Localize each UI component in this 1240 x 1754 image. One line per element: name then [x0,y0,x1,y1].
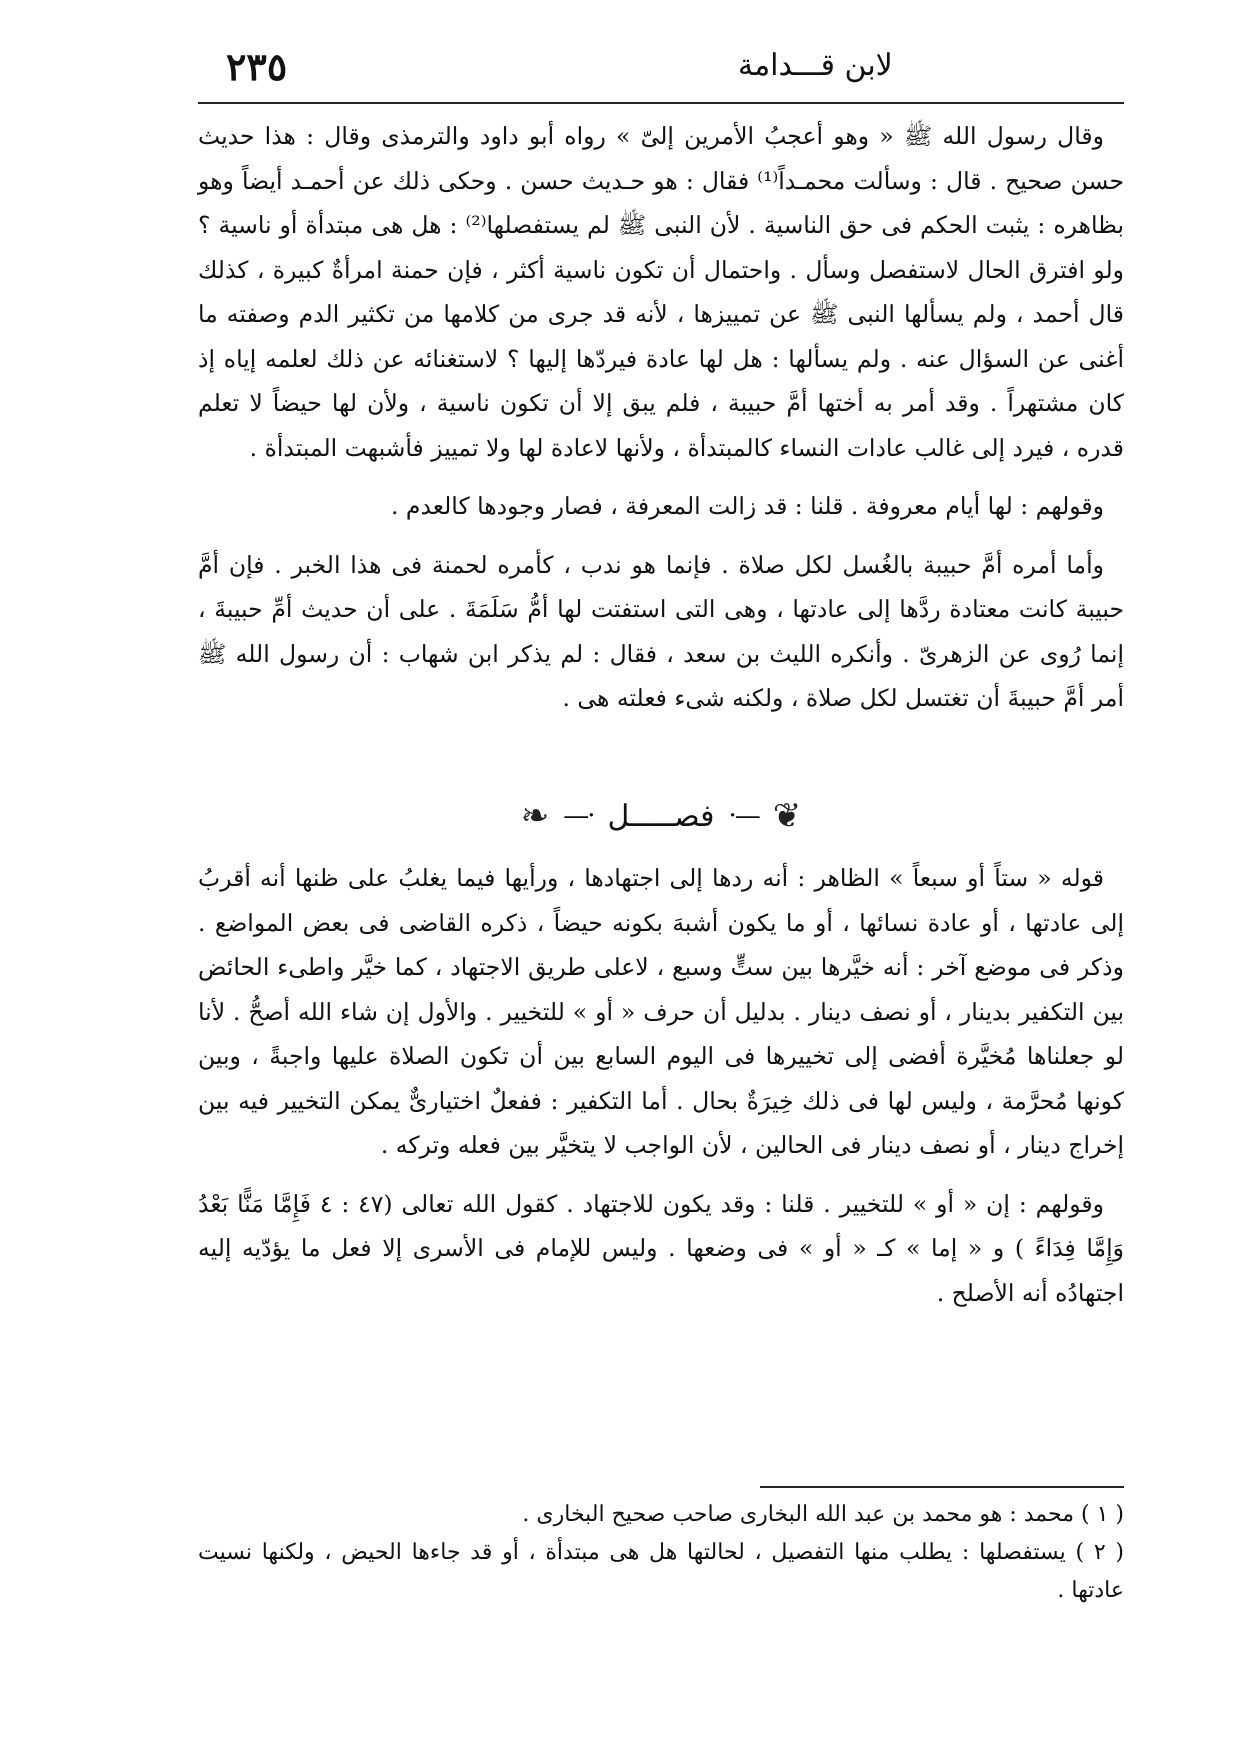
ornament-icon: ❦ [772,796,802,836]
page-number: ٢٣٥ [226,44,288,89]
ornament-dash: —· [728,801,759,831]
footnote: ( ٢ ) يستفصلها : يطلب منها التفصيل ، لحالتها هل هى مبتدأة ، أو قد جاءها الحيض ، ولكنها نسيت عادتها . [198,1540,1124,1603]
footnote: ( ١ ) محمد : هو محمد بن عبد الله البخارى صاحب صحيح البخارى . [522,1502,1124,1527]
ornament-icon: ❧ [520,796,550,836]
section-heading-text: فصـــــل [607,798,715,834]
paragraph: وقال رسول الله ﷺ « وهو أعجبُ الأمرين إلىّ » رواه أبو داود والترمذى وقال : هذا حديث حسن صحيح . قال : وسألت محمـداً⁽¹⁾ فقال : هو حـديث حسن . وحكى ذلك عن أحمـد أيضاً وهو بظاهره : يثبت الحكم فى حق الناسية . لأن النبى ﷺ لم يستفصلها⁽²⁾ : هل هى مبتدأة أو ناسية ؟ ولو افترق الحال لاستفصل وسأل . واحتمال أن تكون ناسية أكثر ، فإن حمنة امرأةٌ كبيرة ، كذلك قال أحمد ، ولم يسألها النبى ﷺ عن تمييزها ، لأنه قد جرى من كلامها من تكثير الدم وصفته ما أغنى عن السؤال عنه . ولم يسألها : هل لها عادة فيردّها إليها ؟ لاستغنائه عن ذلك لعلمه إياه إذ كان مشتهراً . وقد أمر به أختها أمَّ حبيبة ، فلم يبق إلا أن تكون ناسية ، ولأن لها حيضاً لا تعلم قدره ، فيرد إلى غالب عادات النساء كالمبتدأة ، ولأنها لاعادة لها ولا تمييز فأشبهت المبتدأة . [198,122,1125,462]
main-text-block-1 [198,114,1124,735]
section-heading [198,786,1124,846]
paragraph: وأما أمره أمَّ حبيبة بالغُسل لكل صلاة . فإنما هو ندب ، كأمره لحمنة فى هذا الخبر . فإن أمَّ حبيبة كانت معتادة ردَّها إلى عادتها ، وهى التى استفتت لها أمُّ سَلَمَةَ . على أن حديث أمِّ حبيبةَ ، إنما رُوى عن الزهرىّ . وأنكره الليث بن سعد ، فقال : لم يذكر ابن شهاب : أن رسول الله ﷺ أمر أمَّ حبيبةَ أن تغتسل لكل صلاة ، ولكنه شىء فعلته هى . [198,550,1124,712]
paragraph: وقولهم : لها أيام معروفة . قلنا : قد زالت المعرفة ، فصار وجودها كالعدم . [390,492,1104,520]
main-text-block-2 [198,856,1124,1329]
paragraph: قوله « ستاً أو سبعاً » الظاهر : أنه ردها إلى اجتهادها ، ورأيها فيما يغلبُ على ظنها أنه أقربُ إلى عادتها ، أو عادة نسائها ، أو ما يكون أشبهَ بكونه حيضاً ، ذكره القاضى فى بعض المواضع . وذكر فى موضع آخر : أنه خيَّرها بين ستٍّ وسبع ، لاعلى طريق الاجتهاد ، كما خيَّر واطىء الحائض بين التكفير بدينار ، أو نصف دينار . بدليل أن حرف « أو » للتخيير . والأول إن شاء الله أصحُّ . لأنا لو جعلناها مُخيَّرة أفضى إلى تخييرها فى اليوم السابع بين أن تكون الصلاة عليها واجبةً ، وبين كونها مُحرَّمة ، وليس لها فى ذلك خِيرَةٌ بحال . أما التكفير : ففعلٌ اختيارىٌّ يمكن التخيير فيه بين إخراج دينار ، أو نصف دينار فى الحالين ، لأن الواجب لا يتخيَّر بين فعله وتركه . [198,864,1124,1159]
ornament-dash: ·— [563,801,594,831]
paragraph: وقولهم : إن « أو » للتخيير . قلنا : وقد يكون للاجتهاد . كقول الله تعالى (٤٧ : ٤ فَإِمَّا مَنًّا بَعْدُ وَإِمَّا فِدَاءً ) و « إما » كـ « أو » فى وضعها . وليس للإمام فى الأسرى إلا فعل ما يؤدّيه إليه اجتهادُه أنه الأصلح . [198,1189,1124,1307]
footnote-divider [760,1486,1124,1488]
footnotes [198,1496,1124,1610]
running-title: لابن قـــدامة [738,48,893,83]
page-header [198,40,1124,104]
